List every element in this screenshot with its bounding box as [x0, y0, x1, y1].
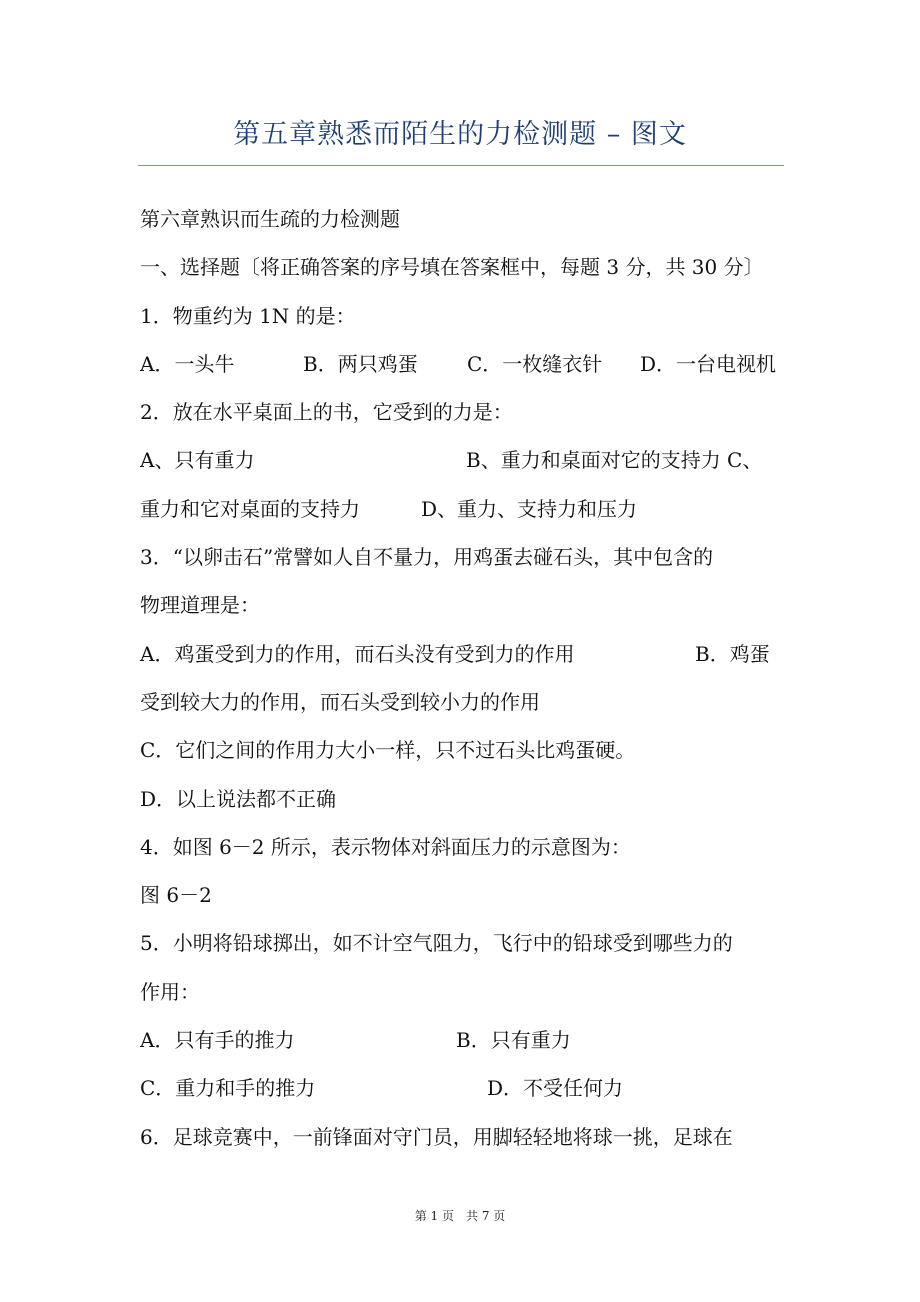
page-title: 第五章熟悉而陌生的力检测题 – 图文	[233, 119, 687, 150]
q5-option-b: B．只有重力	[456, 1028, 571, 1053]
title-divider	[138, 165, 784, 166]
q3-option-a: A．鸡蛋受到力的作用，而石头没有受到力的作用	[140, 641, 575, 666]
q2-option-c: 重力和它对桌面的支持力	[140, 496, 360, 521]
q2-option-d: D、重力、支持力和压力	[421, 496, 638, 521]
document-subtitle: 第六章熟识而生疏的力检测题	[140, 207, 400, 231]
question-2-options-row2	[140, 485, 800, 533]
q3-option-d: D．以上说法都不正确	[140, 786, 337, 811]
question-3-options-row1	[140, 630, 800, 678]
question-4-stem: 4．如图 6－2 所示，表示物体对斜面压力的示意图为：	[140, 834, 631, 859]
q2-option-a: A、只有重力	[140, 448, 255, 473]
question-2-options-row1	[140, 436, 800, 484]
question-3-stem-line1: 3．“以卵击石”常譬如人自不量力，用鸡蛋去碰石头，其中包含的	[140, 545, 714, 570]
q1-option-a: A．一头牛	[140, 351, 235, 376]
question-6-stem-line1: 6．足球竞赛中，一前锋面对守门员，用脚轻轻地将球一挑，足球在	[140, 1124, 733, 1149]
section-heading: 一、选择题〔将正确答案的序号填在答案框中，每题 3 分，共 30 分〕	[140, 255, 764, 280]
question-2-stem: 2．放在水平桌面上的书，它受到的力是：	[140, 400, 513, 425]
q5-option-a: A．只有手的推力	[140, 1028, 295, 1053]
page-footer: 第 1 页 共 7 页	[414, 1209, 506, 1223]
question-5-stem-line1: 5．小明将铅球掷出，如不计空气阻力，飞行中的铅球受到哪些力的	[140, 931, 733, 956]
q3-option-c: C．它们之间的作用力大小一样，只不过石头比鸡蛋硬。	[140, 738, 636, 763]
question-1-options	[140, 340, 800, 388]
q5-option-d: D．不受任何力	[487, 1076, 624, 1101]
q1-option-d: D．一台电视机	[640, 351, 777, 376]
q1-option-b: B．两只鸡蛋	[303, 351, 418, 376]
document-body	[140, 195, 800, 1161]
question-3-stem-line2: 物理道理是：	[140, 593, 260, 618]
q3-option-b-continued: 受到较大力的作用，而石头受到较小力的作用	[140, 689, 540, 714]
question-5-stem-line2: 作用：	[140, 979, 200, 1004]
q2-option-b: B、重力和桌面对它的支持力 C、	[466, 448, 763, 473]
question-5-options-row1	[140, 1016, 800, 1064]
question-5-options-row2	[140, 1064, 800, 1112]
q5-option-c: C．重力和手的推力	[140, 1076, 316, 1101]
q1-option-c: C．一枚缝衣针	[467, 351, 603, 376]
q3-option-b: B．鸡蛋	[695, 641, 770, 666]
question-1-stem: 1．物重约为 1N 的是：	[140, 303, 356, 328]
figure-caption: 图 6－2	[140, 883, 212, 908]
